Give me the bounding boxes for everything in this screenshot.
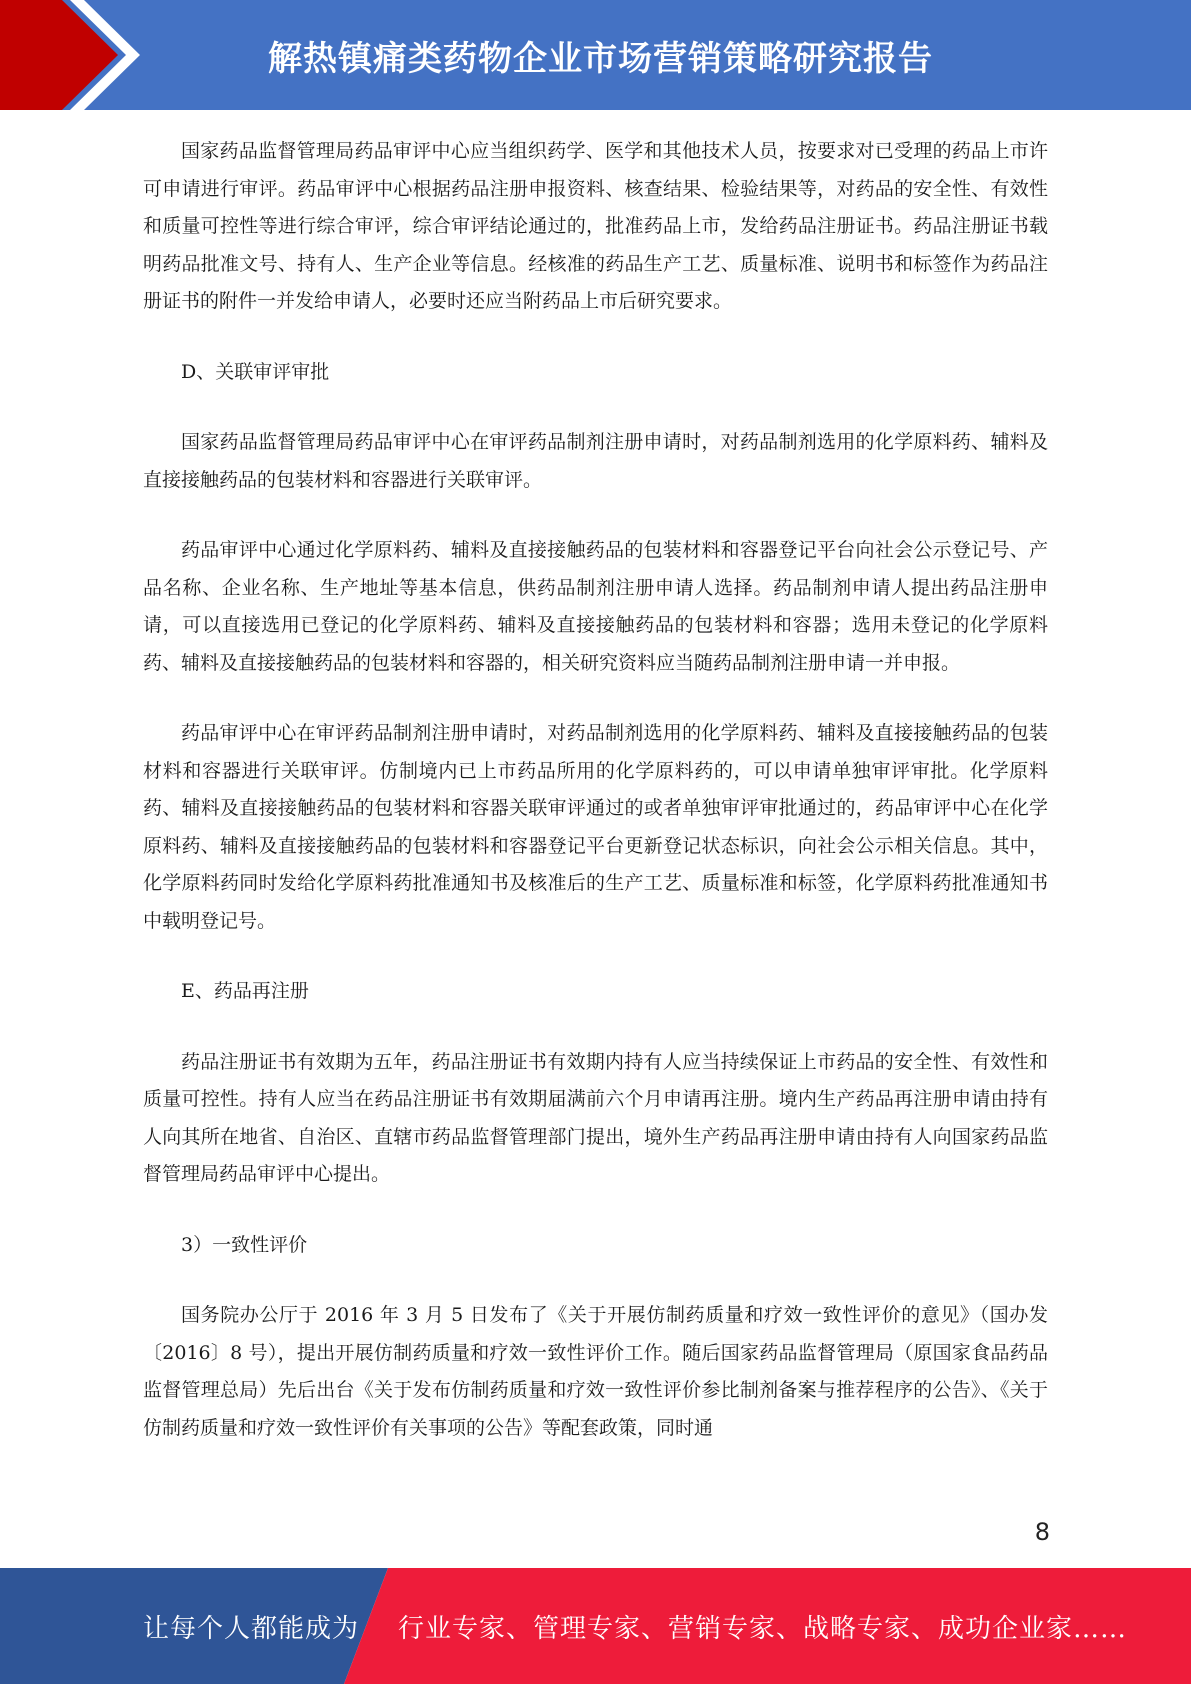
paragraph: 国家药品监督管理局药品审评中心应当组织药学、医学和其他技术人员，按要求对已受理的药品上市许可申请进行审评。药品审评中心根据药品注册申报资料、核查结果、检验结果等，对药品的安全性、有效性和质量可控性等进行综合审评，综合审评结论通过的，批准药品上市，发给药品注册证书。药品注册证书载明药品批准文号、持有人、生产企业等信息。经核准的药品生产工艺、质量标准、说明书和标签作为药品注册证书的附件一并发给申请人，必要时还应当附药品上市后研究要求。 xyxy=(143,140,1048,312)
section-heading: D、关联审评审批 xyxy=(181,360,330,383)
report-header xyxy=(0,0,1191,110)
document-body xyxy=(143,133,1048,1447)
footer-slogan-left: 让每个人都能成为 xyxy=(143,1613,360,1644)
paragraph: 国务院办公厅于 2016 年 3 月 5 日发布了《关于开展仿制药质量和疗效一致性评价的意见》（国办发〔2016〕8 号），提出开展仿制药质量和疗效一致性评价工作。随后国家药品监督管理局（原国家食品药品监督管理总局）先后出台《关于发布仿制药质量和疗效一致性评价参比制剂备案与推荐程序的公告》、《关于仿制药质量和疗效一致性评价有关事项的公告》等配套政策，同时通 xyxy=(143,1304,1048,1439)
footer-slogan-right: 行业专家、管理专家、营销专家、战略专家、成功企业家…… xyxy=(398,1613,1128,1644)
paragraph: 药品注册证书有效期为五年，药品注册证书有效期内持有人应当持续保证上市药品的安全性、有效性和质量可控性。持有人应当在药品注册证书有效期届满前六个月申请再注册。境内生产药品再注册申请由持有人向其所在地省、自治区、直辖市药品监督管理部门提出，境外生产药品再注册申请由持有人向国家药品监督管理局药品审评中心提出。 xyxy=(143,1050,1048,1185)
report-title: 解热镇痛类药物企业市场营销策略研究报告 xyxy=(268,38,933,79)
section-heading: E、药品再注册 xyxy=(181,980,309,1002)
footer-banner xyxy=(0,1568,1191,1684)
paragraph: 药品审评中心在审评药品制剂注册申请时，对药品制剂选用的化学原料药、辅料及直接接触药品的包装材料和容器进行关联审评。仿制境内已上市药品所用的化学原料药的，可以申请单独审评审批。化学原料药、辅料及直接接触药品的包装材料和容器关联审评通过的或者单独审评审批通过的，药品审评中心在化学原料药、辅料及直接接触药品的包装材料和容器登记平台更新登记状态标识，向社会公示相关信息。其中，化学原料药同时发给化学原料药批准通知书及核准后的生产工艺、质量标准和标签，化学原料药批准通知书中载明登记号。 xyxy=(143,722,1048,932)
page-number: 8 xyxy=(1034,1518,1050,1546)
paragraph: 国家药品监督管理局药品审评中心在审评药品制剂注册申请时，对药品制剂选用的化学原料药、辅料及直接接触药品的包装材料和容器进行关联审评。 xyxy=(143,431,1048,491)
section-heading: 3）一致性评价 xyxy=(181,1233,308,1256)
paragraph: 药品审评中心通过化学原料药、辅料及直接接触药品的包装材料和容器登记平台向社会公示登记号、产品名称、企业名称、生产地址等基本信息，供药品制剂注册申请人选择。药品制剂申请人提出药品注册申请，可以直接选用已登记的化学原料药、辅料及直接接触药品的包装材料和容器；选用未登记的化学原料药、辅料及直接接触药品的包装材料和容器的，相关研究资料应当随药品制剂注册申请一并申报。 xyxy=(143,539,1048,674)
